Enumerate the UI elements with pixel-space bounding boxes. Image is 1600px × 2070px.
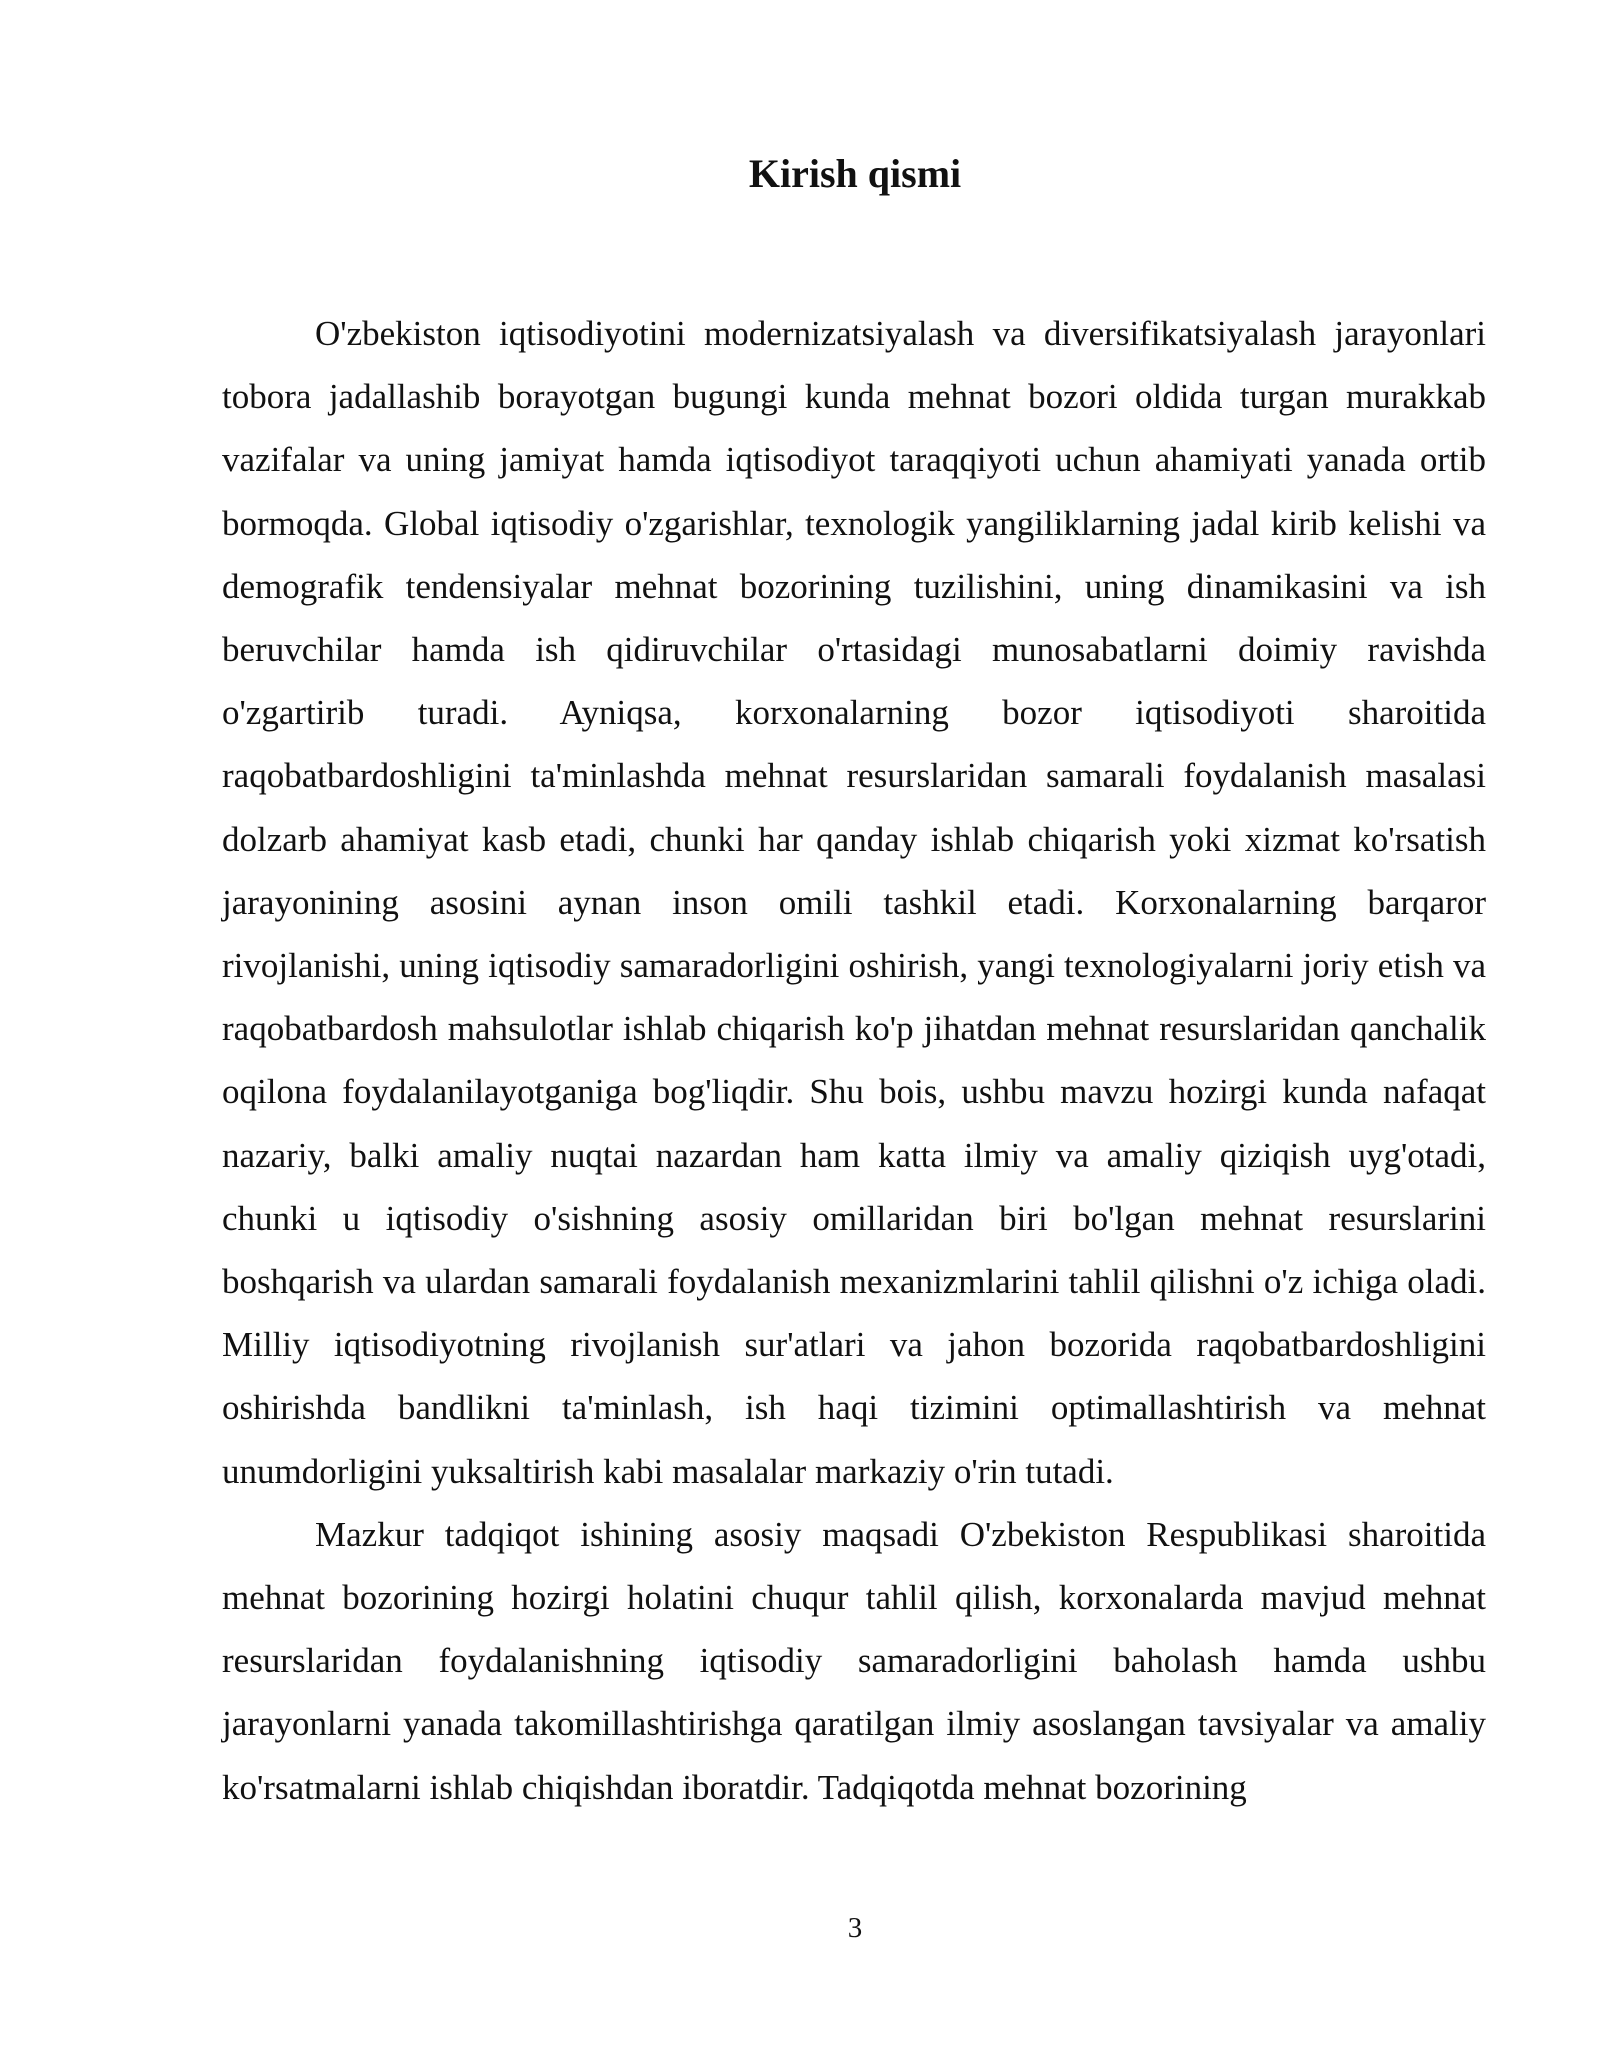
page-number: 3: [847, 1912, 863, 1944]
paragraph-2: Mazkur tadqiqot ishining asosiy maqsadi O'zbekiston Respublikasi sharoitida mehnat bozorining hozirgi holatini chuqur tahlil qilish, korxonalarda mavjud mehnat resurslaridan foydalanishning iqtisodiy samaradorligini baholash hamda ushbu jarayonlarni yanada takomillashtirishga qaratilgan ilmiy asoslangan tavsiyalar va amaliy ko'rsatmalarni ishlab chiqishdan iboratdir. Tadqiqotda mehnat bozorining: [222, 1514, 1486, 1807]
body-text: [222, 302, 1486, 1819]
paragraph-1: O'zbekiston iqtisodiyotini modernizatsiyalash va diversifikatsiyalash jarayonlari tobora jadallashib borayotgan bugungi kunda mehnat bozori oldida turgan murakkab vazifalar va uning jamiyat hamda iqtisodiyot taraqqiyoti uchun ahamiyati yanada ortib bormoqda. Global iqtisodiy o'zgarishlar, texnologik yangiliklarning jadal kirib kelishi va demografik tendensiyalar mehnat bozorining tuzilishini, uning dinamikasini va ish beruvchilar hamda ish qidiruvchilar o'rtasidagi munosabatlarni doimiy ravishda o'zgartirib turadi. Ayniqsa, korxonalarning bozor iqtisodiyoti sharoitida raqobatbardoshligini ta'minlashda mehnat resurslaridan samarali foydalanish masalasi dolzarb ahamiyat kasb etadi, chunki har qanday ishlab chiqarish yoki xizmat ko'rsatish jarayonining asosini aynan inson omili tashkil etadi. Korxonalarning barqaror rivojlanishi, uning iqtisodiy samaradorligini oshirish, yangi texnologiyalarni joriy etish va raqobatbardosh mahsulotlar ishlab chiqarish ko'p jihatdan mehnat resurslaridan qanchalik oqilona foydalanilayotganiga bog'liqdir. Shu bois, ushbu mavzu hozirgi kunda nafaqat nazariy, balki amaliy nuqtai nazardan ham katta ilmiy va amaliy qiziqish uyg'otadi, chunki u iqtisodiy o'sishning asosiy omillaridan biri bo'lgan mehnat resurslarini boshqarish va ulardan samarali foydalanish mexanizmlarini tahlil qilishni o'z ichiga oladi. Milliy iqtisodiyotning rivojlanish sur'atlari va jahon bozorida raqobatbardoshligini oshirishda bandlikni ta'minlash, ish haqi tizimini optimallashtirish va mehnat unumdorligini yuksaltirish kabi masalalar markaziy o'rin tutadi.: [222, 314, 1486, 1491]
page-title: Kirish qismi: [748, 151, 962, 196]
